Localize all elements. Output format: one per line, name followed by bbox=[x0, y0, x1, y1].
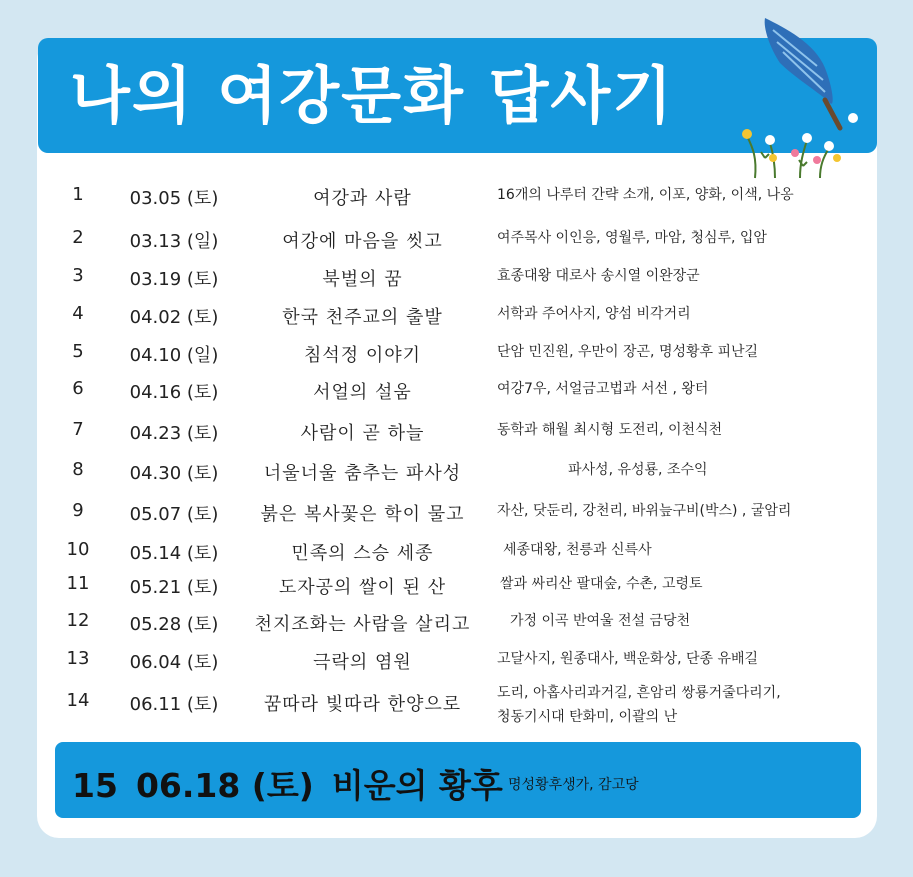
schedule-row bbox=[0, 184, 913, 214]
session-date: 03.05 (토) bbox=[129, 188, 219, 209]
schedule-row bbox=[0, 227, 913, 257]
schedule-row bbox=[0, 648, 913, 678]
session-places: 단암 민진원, 우만이 장곤, 명성황후 피난길 bbox=[497, 344, 759, 360]
session-number: 14 bbox=[66, 690, 90, 711]
session-places: 서학과 주어사지, 양섬 비각거리 bbox=[497, 306, 691, 322]
session-number: 6 bbox=[72, 378, 84, 399]
session-topic: 도자공의 쌀이 된 산 bbox=[278, 577, 447, 598]
session-places: 여강7우, 서얼금고법과 서선 , 왕터 bbox=[497, 381, 709, 397]
brush-flower-illustration bbox=[725, 8, 875, 183]
session-number: 2 bbox=[72, 227, 84, 248]
session-topic: 너울너울 춤추는 파사성 bbox=[263, 463, 462, 484]
session-date: 05.21 (토) bbox=[129, 577, 219, 598]
session-places: 동학과 해월 최시형 도전리, 이천식천 bbox=[497, 422, 723, 438]
schedule-row bbox=[0, 459, 913, 489]
schedule-row bbox=[0, 610, 913, 640]
session-number: 10 bbox=[66, 539, 90, 560]
session-places: 효종대왕 대로사 송시열 이완장군 bbox=[497, 268, 700, 284]
session-number: 3 bbox=[72, 265, 84, 286]
schedule-row bbox=[0, 573, 913, 603]
session-number: 9 bbox=[72, 500, 84, 521]
session-date: 05.14 (토) bbox=[129, 543, 219, 564]
final-session-date: 06.18 (토) bbox=[135, 766, 314, 805]
session-date: 03.13 (일) bbox=[129, 231, 219, 252]
session-topic: 꿈따라 빛따라 한양으로 bbox=[263, 694, 462, 715]
session-topic: 천지조화는 사람을 살리고 bbox=[254, 614, 471, 635]
session-places: 파사성, 유성룡, 조수익 bbox=[568, 462, 708, 478]
session-places-line1: 도리, 아홉사리과거길, 흔암리 쌍룡거줄다리기, bbox=[497, 685, 781, 701]
session-topic: 한국 천주교의 출발 bbox=[282, 307, 443, 328]
schedule-row bbox=[0, 500, 913, 530]
session-places: 자산, 닷둔리, 강천리, 바위늪구비(박스) , 굴암리 bbox=[497, 503, 792, 519]
schedule-row bbox=[0, 303, 913, 333]
session-number: 7 bbox=[72, 419, 84, 440]
session-topic: 침석정 이야기 bbox=[303, 345, 422, 366]
final-session-heading bbox=[72, 760, 521, 807]
schedule-row bbox=[0, 419, 913, 449]
session-places: 고달사지, 원종대사, 백운화상, 단종 유배길 bbox=[497, 651, 759, 667]
session-places-line2: 청동기시대 탄화미, 이괄의 난 bbox=[497, 709, 678, 725]
session-topic: 여강과 사람 bbox=[313, 188, 412, 209]
session-number: 1 bbox=[72, 184, 84, 205]
session-date: 06.11 (토) bbox=[129, 694, 219, 715]
session-topic: 붉은 복사꽃은 학이 물고 bbox=[260, 504, 465, 525]
final-session-places: 명성황후생가, 감고당 bbox=[508, 777, 639, 793]
session-number: 12 bbox=[66, 610, 90, 631]
session-date: 04.10 (일) bbox=[129, 345, 219, 366]
final-session-number: 15 bbox=[72, 766, 118, 805]
session-date: 04.30 (토) bbox=[129, 463, 219, 484]
schedule-row bbox=[0, 378, 913, 408]
session-topic: 극락의 염원 bbox=[313, 652, 412, 673]
session-number: 8 bbox=[72, 459, 84, 480]
session-topic: 민족의 스승 세종 bbox=[291, 543, 434, 564]
session-places: 가정 이곡 반여울 전설 금당천 bbox=[510, 613, 691, 629]
session-number: 5 bbox=[72, 341, 84, 362]
session-date: 05.28 (토) bbox=[129, 614, 219, 635]
session-date: 04.16 (토) bbox=[129, 382, 219, 403]
session-topic: 사람이 곧 하늘 bbox=[300, 423, 425, 444]
session-number: 4 bbox=[72, 303, 84, 324]
session-date: 04.02 (토) bbox=[129, 307, 219, 328]
schedule-row bbox=[0, 341, 913, 371]
session-topic: 서얼의 설움 bbox=[313, 382, 412, 403]
session-topic: 북벌의 꿈 bbox=[322, 269, 403, 290]
session-number: 13 bbox=[66, 648, 90, 669]
page-title: 나의 여강문화 답사기 bbox=[70, 59, 675, 132]
session-date: 06.04 (토) bbox=[129, 652, 219, 673]
schedule-row bbox=[0, 685, 913, 734]
session-places: 쌀과 싸리산 팔대숲, 수촌, 고령토 bbox=[500, 576, 703, 592]
session-date: 03.19 (토) bbox=[129, 269, 219, 290]
session-date: 05.07 (토) bbox=[129, 504, 219, 525]
session-date: 04.23 (토) bbox=[129, 423, 219, 444]
session-places: 16개의 나루터 간략 소개, 이포, 양화, 이색, 나옹 bbox=[497, 187, 794, 203]
session-places: 여주목사 이인응, 영월루, 마암, 청심루, 입암 bbox=[497, 230, 767, 246]
session-topic: 여강에 마음을 씻고 bbox=[282, 231, 443, 252]
schedule-row bbox=[0, 539, 913, 569]
final-session-topic: 비운의 황후 bbox=[331, 766, 503, 805]
schedule-row bbox=[0, 265, 913, 295]
session-places: 세종대왕, 천릉과 신륵사 bbox=[503, 542, 652, 558]
session-number: 11 bbox=[66, 573, 90, 594]
